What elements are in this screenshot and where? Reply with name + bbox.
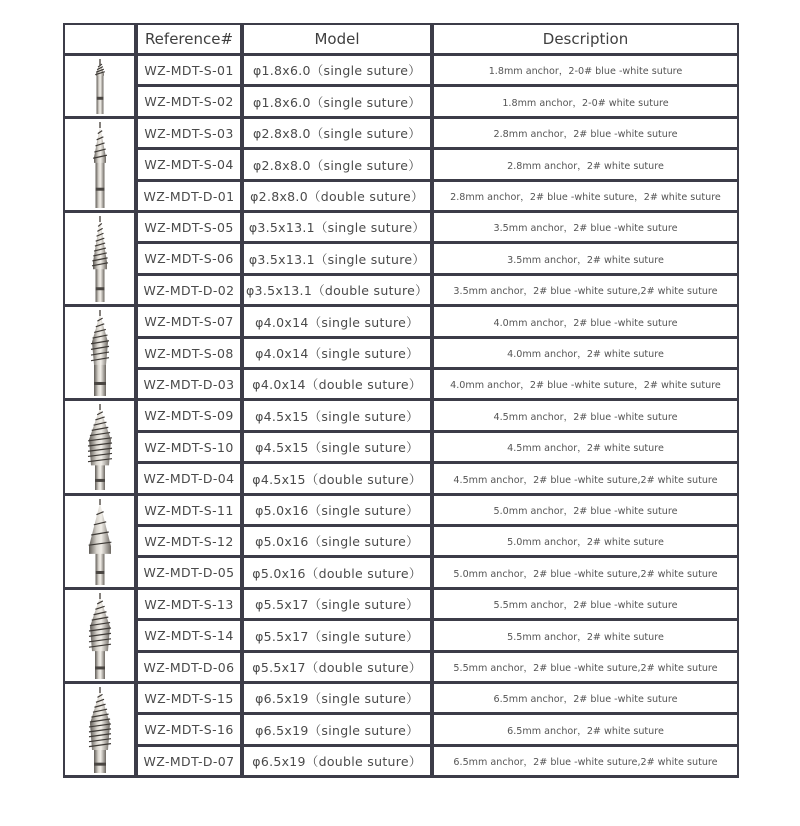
anchor-shaft: [94, 748, 106, 773]
model-cell: φ5.0x16（double suture）: [244, 558, 430, 587]
model-cell: φ6.5x19（single suture）: [244, 715, 430, 744]
model-cell: φ5.5x17（double suture）: [244, 653, 430, 681]
description-cell: 2.8mm anchor，2# blue -white suture: [434, 119, 737, 147]
description-cell: 4.5mm anchor，2# blue -white suture,2# white suture: [434, 464, 737, 493]
description-cell: 5.5mm anchor，2# white suture: [434, 621, 737, 650]
reference-cell: WZ-MDT-S-16: [138, 715, 240, 744]
description-cell: 6.5mm anchor，2# blue -white suture,2# white suture: [434, 747, 737, 775]
description-cell: 5.0mm anchor，2# blue -white suture: [434, 496, 737, 524]
model-cell: φ4.5x15（double suture）: [244, 464, 430, 493]
model-cell: φ4.0x14（double suture）: [244, 370, 430, 398]
description-cell: 4.0mm anchor，2# white suture: [434, 339, 737, 367]
model-cell: φ3.5x13.1（single suture）: [244, 244, 430, 273]
product-table: [63, 23, 739, 778]
anchor-image-cell: [65, 56, 134, 116]
model-cell: φ5.0x16（single suture）: [244, 496, 430, 524]
anchor-image-5: [70, 402, 130, 492]
reference-cell: WZ-MDT-D-05: [138, 558, 240, 587]
description-cell: 5.5mm anchor，2# blue -white suture: [434, 590, 737, 618]
anchor-image-7: [70, 591, 130, 681]
model-cell: φ5.5x17（single suture）: [244, 590, 430, 618]
reference-cell: WZ-MDT-S-09: [138, 401, 240, 430]
description-cell: 3.5mm anchor，2# blue -white suture: [434, 213, 737, 241]
reference-cell: WZ-MDT-S-10: [138, 433, 240, 461]
model-cell: φ4.5x15（single suture）: [244, 401, 430, 430]
description-cell: 5.0mm anchor，2# blue -white suture,2# white suture: [434, 558, 737, 587]
model-cell: φ6.5x19（single suture）: [244, 684, 430, 712]
reference-cell: WZ-MDT-S-15: [138, 684, 240, 712]
anchor-shaft: [95, 551, 104, 584]
reference-cell: WZ-MDT-D-03: [138, 370, 240, 398]
reference-cell: WZ-MDT-D-07: [138, 747, 240, 775]
anchor-image-cell: [65, 590, 134, 681]
description-cell: 4.0mm anchor，2# blue -white suture: [434, 307, 737, 336]
anchor-image-cell: [65, 213, 134, 304]
anchor-image-3: [70, 214, 130, 304]
reference-cell: WZ-MDT-S-11: [138, 496, 240, 524]
description-cell: 1.8mm anchor，2-0# blue -white suture: [434, 56, 737, 84]
anchor-shaft: [95, 160, 104, 207]
description-cell: 5.5mm anchor，2# blue -white suture,2# white suture: [434, 653, 737, 681]
model-cell: φ2.8x8.0（double suture）: [244, 182, 430, 210]
reference-cell: WZ-MDT-D-02: [138, 276, 240, 304]
anchor-image-cell: [65, 684, 134, 775]
reference-cell: WZ-MDT-S-06: [138, 244, 240, 273]
header-image: [65, 25, 134, 53]
anchor-image-cell: [65, 119, 134, 210]
model-cell: φ5.5x17（single suture）: [244, 621, 430, 650]
reference-cell: WZ-MDT-S-03: [138, 119, 240, 147]
reference-cell: WZ-MDT-D-06: [138, 653, 240, 681]
description-cell: 1.8mm anchor，2-0# white suture: [434, 87, 737, 116]
reference-cell: WZ-MDT-S-08: [138, 339, 240, 367]
reference-cell: WZ-MDT-S-14: [138, 621, 240, 650]
anchor-image-8: [70, 685, 130, 775]
model-cell: φ1.8x6.0（single suture）: [244, 87, 430, 116]
description-cell: 4.0mm anchor，2# blue -white suture，2# white suture: [434, 370, 737, 398]
anchor-shaft: [95, 267, 104, 302]
description-cell: 5.0mm anchor，2# white suture: [434, 527, 737, 555]
model-cell: φ4.5x15（single suture）: [244, 433, 430, 461]
reference-cell: WZ-MDT-S-04: [138, 150, 240, 179]
reference-cell: WZ-MDT-S-12: [138, 527, 240, 555]
reference-cell: WZ-MDT-D-01: [138, 182, 240, 210]
model-cell: φ4.0x14（single suture）: [244, 307, 430, 336]
description-cell: 2.8mm anchor，2# white suture: [434, 150, 737, 179]
description-cell: 2.8mm anchor，2# blue -white suture，2# white suture: [434, 182, 737, 210]
description-cell: 3.5mm anchor，2# white suture: [434, 244, 737, 273]
anchor-thread-body: [89, 408, 111, 465]
description-cell: 4.5mm anchor，2# white suture: [434, 433, 737, 461]
reference-cell: WZ-MDT-S-07: [138, 307, 240, 336]
reference-cell: WZ-MDT-S-05: [138, 213, 240, 241]
description-cell: 6.5mm anchor，2# blue -white suture: [434, 684, 737, 712]
anchor-shaft: [96, 73, 103, 113]
model-cell: φ2.8x8.0（single suture）: [244, 150, 430, 179]
anchor-image-6: [70, 497, 130, 587]
model-cell: φ3.5x13.1（double suture）: [244, 276, 430, 304]
anchor-image-2: [70, 120, 130, 210]
model-cell: φ5.0x16（single suture）: [244, 527, 430, 555]
header-model: Model: [244, 25, 430, 53]
model-cell: φ3.5x13.1（single suture）: [244, 213, 430, 241]
anchor-thread-body: [89, 503, 111, 554]
header-reference: Reference#: [138, 25, 240, 53]
header-description: Description: [434, 25, 737, 53]
anchor-shaft: [95, 463, 105, 490]
model-cell: φ6.5x19（double suture）: [244, 747, 430, 775]
reference-cell: WZ-MDT-S-01: [138, 56, 240, 84]
description-cell: 4.5mm anchor，2# blue -white suture: [434, 401, 737, 430]
anchor-image-cell: [65, 496, 134, 587]
model-cell: φ1.8x6.0（single suture）: [244, 56, 430, 84]
anchor-image-4: [70, 308, 130, 398]
anchor-shaft: [95, 649, 105, 679]
anchor-image-cell: [65, 307, 134, 398]
reference-cell: WZ-MDT-S-02: [138, 87, 240, 116]
model-cell: φ4.0x14（single suture）: [244, 339, 430, 367]
anchor-shaft: [94, 362, 106, 395]
anchor-thread-body: [92, 314, 108, 365]
description-cell: 3.5mm anchor，2# blue -white suture,2# white suture: [434, 276, 737, 304]
reference-cell: WZ-MDT-D-04: [138, 464, 240, 493]
reference-cell: WZ-MDT-S-13: [138, 590, 240, 618]
model-cell: φ2.8x8.0（single suture）: [244, 119, 430, 147]
description-cell: 6.5mm anchor，2# white suture: [434, 715, 737, 744]
anchor-image-1: [70, 57, 130, 116]
anchor-image-cell: [65, 401, 134, 493]
